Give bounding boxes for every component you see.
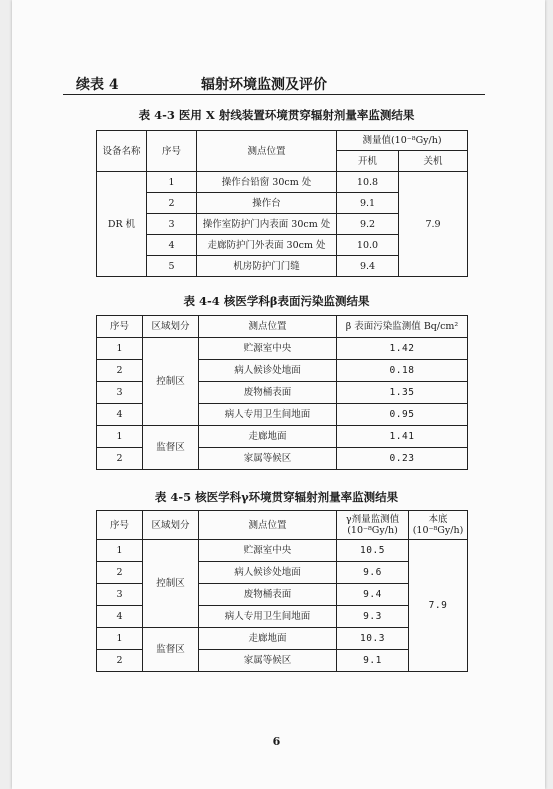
row-no: 2	[97, 448, 143, 470]
row-point: 废物桶表面	[199, 382, 337, 404]
device-cell: DR 机	[97, 172, 147, 277]
row-point: 废物桶表面	[199, 584, 337, 606]
section-label: 续表 4	[76, 77, 119, 93]
header-point: 测点位置	[197, 131, 337, 172]
zone-supervise: 监督区	[143, 628, 199, 672]
row-value: 9.3	[337, 606, 409, 628]
row-on-value: 9.2	[337, 214, 399, 235]
header-background-line2: (10⁻⁸Gy/h)	[412, 525, 464, 536]
row-no: 1	[97, 426, 143, 448]
row-no: 2	[147, 193, 197, 214]
row-value: 1.42	[337, 338, 468, 360]
zone-control: 控制区	[143, 540, 199, 628]
row-value: 10.5	[337, 540, 409, 562]
row-point: 家属等候区	[199, 650, 337, 672]
header-no: 序号	[97, 511, 143, 540]
row-point: 操作室防护门内表面 30cm 处	[197, 214, 337, 235]
header-device: 设备名称	[97, 131, 147, 172]
row-on-value: 9.1	[337, 193, 399, 214]
header-point: 测点位置	[199, 511, 337, 540]
header-on: 开机	[337, 151, 399, 172]
header-rule	[63, 94, 485, 95]
row-point: 病人专用卫生间地面	[199, 606, 337, 628]
zone-control: 控制区	[143, 338, 199, 426]
row-no: 1	[97, 338, 143, 360]
header-background-line1: 本底	[428, 514, 448, 525]
row-on-value: 10.0	[337, 235, 399, 256]
header-value: β 表面污染监测值 Bq/cm²	[337, 316, 468, 338]
header-background	[409, 511, 468, 540]
row-no: 2	[97, 562, 143, 584]
header-zone: 区域划分	[143, 511, 199, 540]
header-point: 测点位置	[199, 316, 337, 338]
row-point: 机房防护门门缝	[197, 256, 337, 277]
background-value: 7.9	[409, 540, 468, 672]
row-point: 走廊地面	[199, 426, 337, 448]
row-no: 2	[97, 360, 143, 382]
row-value: 9.6	[337, 562, 409, 584]
row-on-value: 10.8	[337, 172, 399, 193]
header-value-line1: γ剂量监测值	[345, 514, 400, 525]
section-title: 辐射环境监测及评价	[201, 77, 327, 93]
header-value	[337, 511, 409, 540]
table-row	[97, 172, 468, 193]
row-point: 走廊地面	[199, 628, 337, 650]
row-value: 1.41	[337, 426, 468, 448]
table-4-4	[96, 315, 468, 470]
table-4-3	[96, 130, 468, 277]
off-value-cell: 7.9	[399, 172, 468, 277]
table-row	[97, 540, 468, 562]
row-no: 3	[97, 584, 143, 606]
table-4-5-caption: 表 4-5 核医学科γ环境贯穿辐射剂量率监测结果	[154, 490, 399, 504]
row-no: 4	[97, 606, 143, 628]
table-4-3-caption: 表 4-3 医用 X 射线装置环境贯穿辐射剂量率监测结果	[138, 108, 415, 122]
row-no: 5	[147, 256, 197, 277]
row-no: 2	[97, 650, 143, 672]
header-measure: 测量值(10⁻⁸Gy/h)	[337, 131, 468, 151]
row-no: 1	[97, 628, 143, 650]
table-row	[97, 338, 468, 360]
header-off: 关机	[399, 151, 468, 172]
row-point: 病人专用卫生间地面	[199, 404, 337, 426]
row-value: 1.35	[337, 382, 468, 404]
header-no: 序号	[97, 316, 143, 338]
row-value: 10.3	[337, 628, 409, 650]
row-no: 1	[97, 540, 143, 562]
row-value: 0.23	[337, 448, 468, 470]
row-point: 走廊防护门外表面 30cm 处	[197, 235, 337, 256]
row-no: 1	[147, 172, 197, 193]
zone-supervise: 监督区	[143, 426, 199, 470]
page-number: 6	[272, 735, 281, 748]
row-point: 家属等候区	[199, 448, 337, 470]
table-4-5	[96, 510, 468, 672]
row-value: 0.95	[337, 404, 468, 426]
row-on-value: 9.4	[337, 256, 399, 277]
header-value-line2: (10⁻⁸Gy/h)	[347, 525, 398, 536]
row-no: 3	[97, 382, 143, 404]
row-value: 9.1	[337, 650, 409, 672]
row-point: 操作台	[197, 193, 337, 214]
row-point: 病人候诊处地面	[199, 562, 337, 584]
row-point: 操作台铅窗 30cm 处	[197, 172, 337, 193]
row-point: 贮源室中央	[199, 540, 337, 562]
row-no: 4	[147, 235, 197, 256]
header-zone: 区域划分	[143, 316, 199, 338]
row-value: 0.18	[337, 360, 468, 382]
row-point: 贮源室中央	[199, 338, 337, 360]
header-no: 序号	[147, 131, 197, 172]
row-value: 9.4	[337, 584, 409, 606]
row-no: 3	[147, 214, 197, 235]
row-point: 病人候诊处地面	[199, 360, 337, 382]
table-row	[97, 426, 468, 448]
table-4-4-caption: 表 4-4 核医学科β表面污染监测结果	[183, 294, 370, 308]
row-no: 4	[97, 404, 143, 426]
